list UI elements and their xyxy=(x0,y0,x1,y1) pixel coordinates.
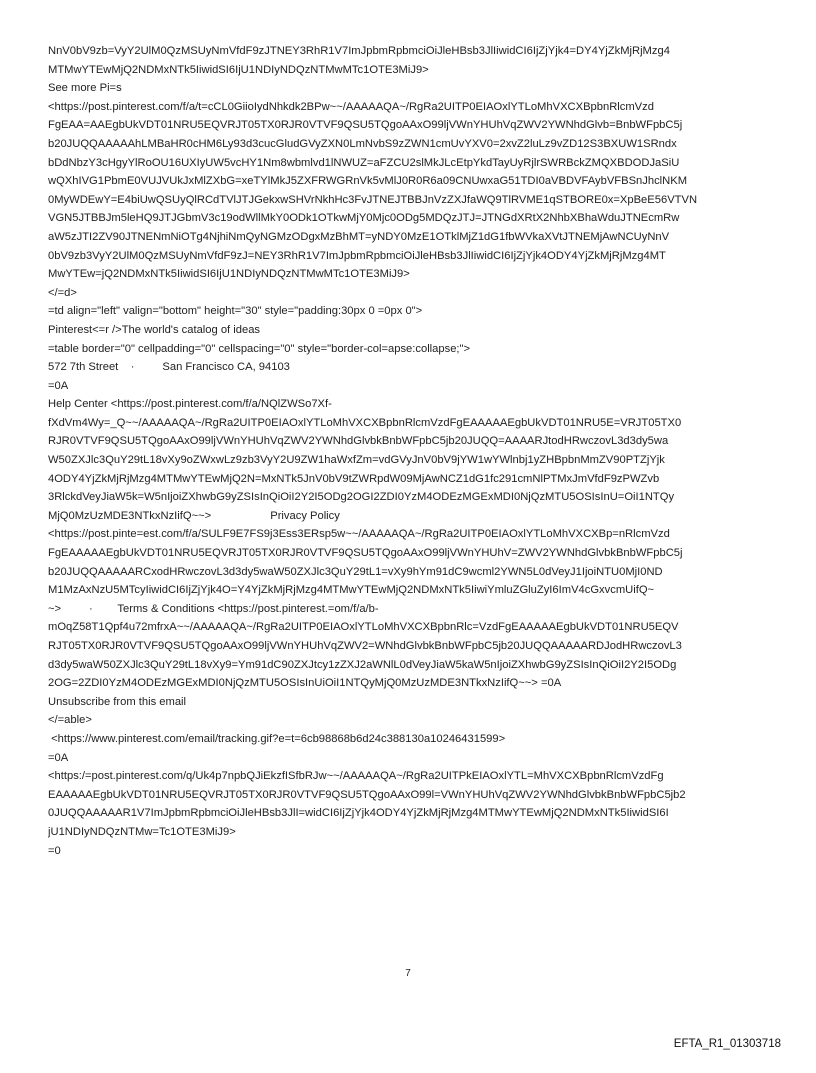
text-line: aW5zJTI2ZV90JTNENmNiOTg4NjhiNmQyNGMzODgxMzBhMT=yNDY0MzE1OTklMjZ1dG1fbWVkaXVtJTNEMjAwNCUyNnV xyxy=(48,230,670,243)
text-line: =0A xyxy=(48,379,69,392)
text-line: </=d> xyxy=(48,286,77,299)
document-id: EFTA_R1_01303718 xyxy=(673,1038,781,1050)
text-line: =table border="0" cellpadding="0" cellspacing="0" style="border-col=apse:collapse;"> xyxy=(48,342,471,355)
text-line: d3dy5waW50ZXJlc3QuY29tL18vXy9=Ym91dC90ZXJtcy1zZXJ2aWNlL0dVeyJiaW5kaW5nIjoiZXhwbG9yZSIsInQiOiI2Y2I5ODg xyxy=(48,658,677,671)
text-line: 0JUQQAAAAAR1V7ImJpbmRpbmciOiJleHBsb3JlI=widCI6IjZjYjk4ODY4YjZkMjRjMzg4MTMwYTEwMjQ2NDMxNTk5IiwidSI6I xyxy=(48,807,669,820)
text-line: 0MyWDEwY=E4biUwQSUyQlRCdTVlJTJGekxwSHVrNkhHc3FvJTNEJTBBJnVzZXJfaWQ9TlRVME1qSTBORE0x=XpBeE56VTVN xyxy=(48,193,698,206)
text-line: FgEAAAAAEgbUkVDT01NRU5EQVRJT05TX0RJR0VTVF9QSU5TQgoAAxO99ljVWnYHUhV=ZWV2YWNhdGlvbkBnbWFpbC5j xyxy=(48,547,683,560)
page-number: 7 xyxy=(405,968,411,979)
text-line: wQXhIVG1PbmE0VUJVUkJxMlZXbG=xeTYlMkJ5ZXFRWGRnVk5vMlJ0R0R6a09CNUwxaG51TDI0aVBDVFAybVFBSnJhclNKM xyxy=(48,175,688,188)
text-line: b20JUQQAAAAARCxodHRwczovL3d3dy5waW50ZXJlc3QuY29tL1=vXy9hYm91dC9wcml2YWN5L0dVeyJ1IjoiNTU0MjI0ND xyxy=(48,565,663,578)
text-line: See more Pi=s xyxy=(48,82,122,95)
text-line: =0 xyxy=(48,844,61,857)
text-line: MwYTEw=jQ2NDMxNTk5IiwidSI6IjU1NDIyNDQzNTMwMTc1OTE3MiJ9> xyxy=(48,268,410,281)
text-line: 3RlckdVeyJiaW5k=W5nIjoiZXhwbG9yZSIsInQiOiI2Y2I5ODg2OGI2ZDI0YzM4ODEzMGExMDI0NjQzMTU5OSIsInU=OiI1NTQy xyxy=(48,491,675,504)
text-line: <https://www.pinterest.com/email/tracking.gif?e=t=6cb98868b6d24c388130a10246431599> xyxy=(48,732,506,745)
text-line: M1MzAxNzU5MTcyIiwidCI6IjZjYjk4O=Y4YjZkMjRjMzg4MTMwYTEwMjQ2NDMxNTk5IiwiYmluZGluZyI6ImV4cGxvcmUifQ~ xyxy=(48,584,655,597)
text-line: fXdVm4Wy=_Q~~/AAAAAQA~/RgRa2UITP0EIAOxlYTLoMhVXCXBpbnRlcmVzdFgEAAAAAEgbUkVDT01NRU5E=VRJT05TX0 xyxy=(48,416,682,429)
text-line: <https:/=post.pinterest.com/q/Uk4p7npbQJiEkzfISfbRJw~~/AAAAAQA~/RgRa2UITPkEIAOxlYTL=MhVXCXBpbnRlcmVzdFg xyxy=(48,770,664,783)
text-line: 4ODY4YjZkMjRjMzg4MTMwYTEwMjQ2N=MxNTk5JnV0bV9tZWRpdW09MjAwNCZ1dG1fc291cmNlPTMxJmVfdF9zPWZvb xyxy=(48,472,660,485)
text-line: MjQ0MzUzMDE3NTkxNzIifQ~~> Privacy Policy xyxy=(48,509,340,522)
text-line: Pinterest<=r />The world's catalog of ideas xyxy=(48,323,261,336)
text-line: mOqZ58T1Qpf4u72mfrxA~~/AAAAAQA~/RgRa2UITP0EIAOxlYTLoMhVXCXBpbnRlc=VzdFgEAAAAAEgbUkVDT01NRU5EQV xyxy=(48,621,679,634)
text-line: =0A xyxy=(48,751,69,764)
text-line: Help Center <https://post.pinterest.com/f/a/NQlZWSo7Xf- xyxy=(48,398,332,411)
text-line: bDdNbzY3cHgyYlRoOU16UXIyUW5vcHY1Nm8wbmlvd1lNWUZ=aFZCU2slMkJLcEtpYkdTayUyRjlrSWRBckZMQXBDODJaSiU xyxy=(48,156,680,169)
text-line: RJT05TX0RJR0VTVF9QSU5TQgoAAxO99ljVWnYHUhVqZWV2=WNhdGlvbkBnbWFpbC5jb20JUQQAAAAARDJodHRwczovL3 xyxy=(48,640,682,652)
text-line: ~> · Terms & Conditions <https://post.pinterest.=om/f/a/b- xyxy=(48,602,379,615)
text-line: NnV0bV9zb=VyY2UlM0QzMSUyNmVfdF9zJTNEY3RhR1V7ImJpbmRpbmciOiJleHBsb3JlIiwidCI6IjZjYjk4=DY4YjZkMjRjMzg4 xyxy=(48,45,670,57)
text-line: Unsubscribe from this email xyxy=(48,695,187,708)
text-line: EAAAAAEgbUkVDT01NRU5EQVRJT05TX0RJR0VTVF9QSU5TQgoAAxO99l=VWnYHUhVqZWV2YWNhdGlvbkBnbWFpbC5jb2 xyxy=(48,788,686,801)
text-line: W50ZXJlc3QuY29tL18vXy9oZWxwLz9zb3VyY2U9ZW1haWxfZm=vdGVyJnV0bV9jYW1wYWlnbj1yZHBpbnMmZV90PTZjYjk xyxy=(48,454,665,467)
text-line: FgEAA=AAEgbUkVDT01NRU5EQVRJT05TX0RJR0VTVF9QSU5TQgoAAxO99ljVWnYHUhVqZWV2YWNhdGlvb=BnbWFpbC5j xyxy=(48,119,683,132)
text-line: <https://post.pinte=est.com/f/a/SULF9E7FS9j3Ess3ERsp5w~~/AAAAAQA~/RgRa2UITP0EIAOxlYTLoMhVXCXBp=nRlcmVzd xyxy=(48,528,670,541)
text-line: MTMwYTEwMjQ2NDMxNTk5IiwidSI6IjU1NDIyNDQzNTMwMTc1OTE3MiJ9> xyxy=(48,63,429,76)
text-line: b20JUQQAAAAAhLMBaHR0cHM6Ly93d3cucGludGVyZXN0LmNvbS9zZWN1cmUvYXV0=2xvZ2luLz9vZD12S3BXUW1SRndx xyxy=(48,137,677,150)
text-line: VGN5JTBBJm5leHQ9JTJGbmV3c19odWllMkY0ODk1OTkwMjY0Mjc0ODg5MDQzJTJ=JTNGdXRtX2NhbXBhaWduJTNEcmRw xyxy=(48,212,680,225)
text-line: RJR0VTVF9QSU5TQgoAAxO99ljVWnYHUhVqZWV2YWNhdGlvbkBnbWFpbC5jb20JUQQ=AAAARJtodHRwczovL3d3dy5wa xyxy=(48,435,669,448)
email-source-text xyxy=(48,42,778,860)
text-line: jU1NDIyNDQzNTMw=Tc1OTE3MiJ9> xyxy=(48,825,236,838)
text-line: =td align="left" valign="bottom" height="30" style="padding:30px 0 =0px 0"> xyxy=(48,305,423,318)
text-line: </=able> xyxy=(48,714,92,727)
text-line: 572 7th Street · San Francisco CA, 94103 xyxy=(48,361,290,374)
text-line: <https://post.pinterest.com/f/a/t=cCL0GiioIydNhkdk2BPw~~/AAAAAQA~/RgRa2UITP0EIAOxlYTLoMhVXCXBpbnRlcmVzd xyxy=(48,100,654,113)
text-line: 2OG=2ZDI0YzM4ODEzMGExMDI0NjQzMTU5OSIsInUiOiI1NTQyMjQ0MzUzMDE3NTkxNzIifQ~~> =0A xyxy=(48,677,562,690)
text-line: 0bV9zb3VyY2UlM0QzMSUyNmVfdF9zJ=NEY3RhR1V7ImJpbmRpbmciOiJleHBsb3JlIiwidCI6IjZjYjk4ODY4YjZkMjRjMzg4MT xyxy=(48,249,666,262)
